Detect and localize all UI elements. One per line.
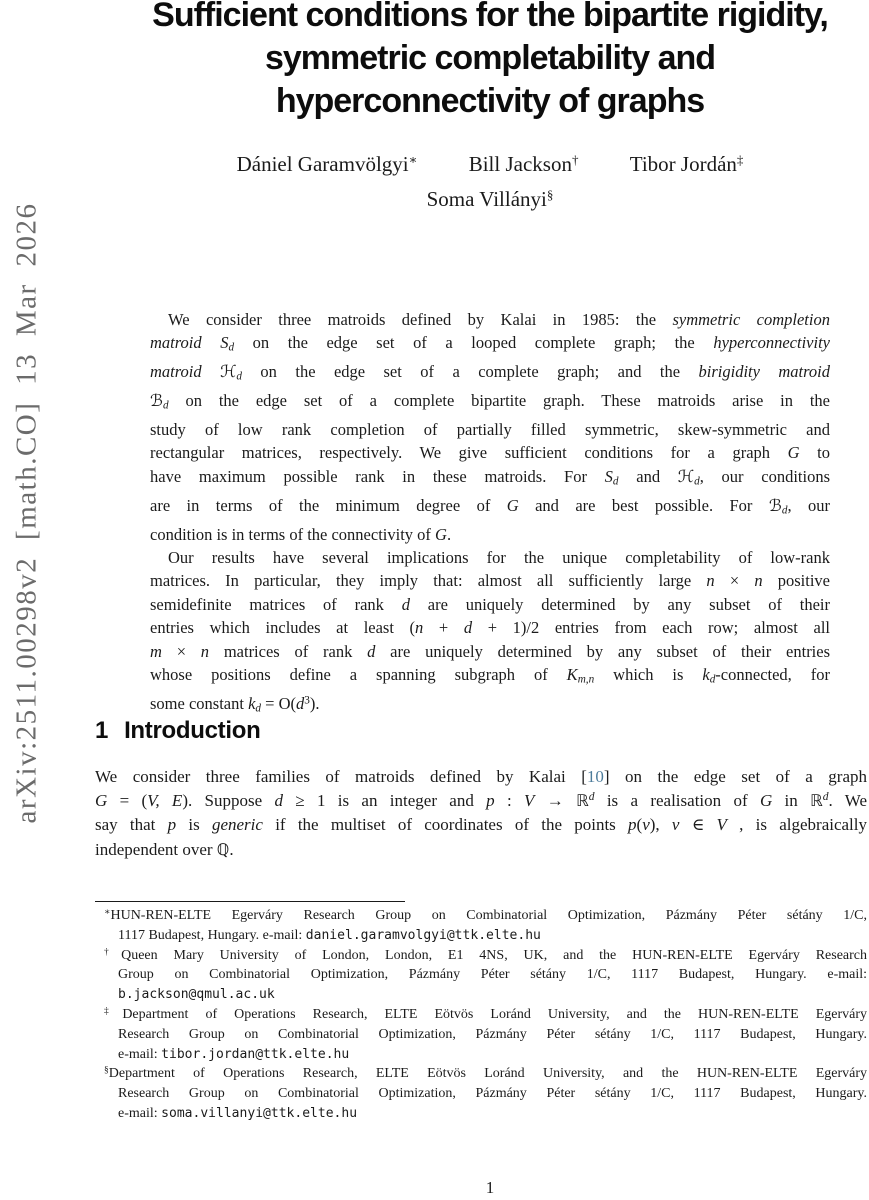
text-segment: v bbox=[642, 815, 650, 835]
text-line: Research Group on Combinatorial Optimization, Pázmány Péter sétány 1/C, 1117 Budapest, Hungary. bbox=[118, 1026, 867, 1042]
text-line: Group on Combinatorial Optimization, Pázmány Péter sétány 1/C, 1117 Budapest, Hungary. e-mail: bbox=[118, 967, 867, 983]
intro-paragraph bbox=[95, 765, 867, 862]
text-segment: d bbox=[162, 399, 169, 412]
text-segment: n bbox=[415, 618, 424, 638]
text-line: rectangular matrices, respectively. We give sufficient conditions for a graph G to bbox=[150, 443, 830, 463]
text-segment: d bbox=[228, 341, 235, 354]
text-segment: v bbox=[671, 815, 680, 835]
text-line: ‡Department of Operations Research, ELTE Eötvös Loránd University, and the HUN-REN-ELTE Egerváry bbox=[104, 1006, 867, 1022]
text-segment: d bbox=[401, 594, 410, 614]
text-segment: m bbox=[150, 641, 162, 661]
text-line: Research Group on Combinatorial Optimization, Pázmány Péter sétány 1/C, 1117 Budapest, Hungary. bbox=[118, 1086, 867, 1102]
footnote-1 bbox=[95, 906, 867, 946]
author-mark-section: § bbox=[546, 186, 554, 202]
text-segment: G bbox=[506, 495, 519, 515]
author-row-1 bbox=[110, 147, 869, 182]
text-line: say that p is generic if the multiset of coordinates of the points p(v), v ∈ V , is algebraically bbox=[95, 815, 868, 835]
text-line: 1117 Budapest, Hungary. e-mail: daniel.garamvolgyi@ttk.elte.hu bbox=[118, 927, 541, 943]
text-segment: d bbox=[709, 673, 716, 686]
author-jordan bbox=[630, 147, 744, 182]
text-line: §Department of Operations Research, ELTE Eötvös Loránd University, and the HUN-REN-ELTE Egerváry bbox=[104, 1065, 867, 1082]
text-line: semidefinite matrices of rank d are uniquely determined by any subset of their bbox=[150, 594, 830, 614]
text-segment: k bbox=[702, 664, 710, 684]
text-segment: d bbox=[822, 790, 829, 804]
author-mark-double-dagger: ‡ bbox=[736, 151, 744, 167]
email-text: tibor.jordan@ttk.elte.hu bbox=[161, 1046, 350, 1062]
author-name: Bill Jackson bbox=[468, 152, 572, 176]
email-text: daniel.garamvolgyi@ttk.elte.hu bbox=[305, 927, 541, 943]
text-segment: K bbox=[566, 664, 578, 684]
text-segment: symmetric completion bbox=[672, 310, 830, 329]
abstract bbox=[150, 308, 830, 721]
text-segment: birigidity matroid bbox=[698, 362, 831, 382]
text-segment: k bbox=[248, 693, 256, 713]
section-heading bbox=[95, 716, 260, 746]
text-segment: d bbox=[367, 641, 376, 661]
text-segment: generic bbox=[211, 815, 263, 835]
email-text: b.jackson@qmul.ac.uk bbox=[118, 987, 275, 1003]
text-segment: d bbox=[236, 370, 242, 383]
text-segment: ℚ bbox=[216, 839, 230, 859]
author-garamvolgyi bbox=[237, 147, 418, 182]
text-segment: p bbox=[167, 815, 177, 835]
text-segment: ℝ bbox=[810, 791, 823, 811]
author-mark-dagger: † bbox=[571, 151, 579, 167]
text-segment: d bbox=[255, 702, 262, 715]
text-segment: ℝ bbox=[576, 791, 589, 811]
text-line: We consider three matroids defined by Kalai in 1985: the symmetric completion bbox=[168, 310, 830, 329]
author-name: Dániel Garamvölgyi bbox=[236, 152, 409, 176]
abstract-paragraph-1 bbox=[150, 308, 830, 546]
text-line: We consider three families of matroids defined by Kalai [10] on the edge set of a graph bbox=[95, 767, 867, 786]
text-segment: S bbox=[604, 466, 613, 486]
footnote-2 bbox=[95, 946, 867, 1005]
text-segment: n bbox=[200, 641, 210, 661]
title-line-2: symmetric completability and bbox=[264, 39, 716, 77]
text-line: Our results have several implications for the unique completability of low-rank bbox=[168, 547, 830, 567]
text-segment: matroid bbox=[150, 333, 221, 353]
section-number: 1 bbox=[95, 717, 109, 744]
author-name: Soma Villányi bbox=[426, 187, 547, 211]
text-segment: d bbox=[588, 790, 595, 804]
abstract-paragraph-2 bbox=[150, 546, 830, 721]
text-segment: d bbox=[694, 475, 700, 488]
text-segment: ℋ bbox=[220, 362, 237, 382]
text-segment: p bbox=[628, 815, 637, 835]
text-line: G = (V, E). Suppose d ≥ 1 is an integer and p : V → ℝ$^d$ is a realisation of G in ℝ$^d$. We bbox=[95, 790, 868, 811]
page-number: 1 bbox=[485, 1178, 495, 1197]
text-line: condition is in terms of the connectivity of G. bbox=[150, 524, 452, 544]
text-segment: d bbox=[781, 504, 788, 517]
text-segment: S bbox=[220, 333, 229, 353]
text-segment: G bbox=[759, 791, 773, 811]
author-block bbox=[110, 147, 869, 217]
author-name: Tibor Jordán bbox=[629, 152, 737, 176]
text-line: whose positions define a spanning subgraph of Km,n which is kd-connected, for bbox=[150, 664, 830, 686]
author-mark-asterisk: ∗ bbox=[408, 151, 418, 167]
footnotes bbox=[95, 906, 867, 1124]
text-line: matrices. In particular, they imply that: almost all sufficiently large n × n positive bbox=[150, 571, 830, 591]
text-line: m × n matrices of rank d are uniquely determined by any subset of their entries bbox=[150, 641, 831, 661]
text-line bbox=[118, 985, 867, 1005]
text-segment: ‡ bbox=[104, 1006, 123, 1017]
text-segment: V, E bbox=[147, 791, 183, 811]
text-segment: § bbox=[104, 1065, 109, 1076]
text-segment: ℬ bbox=[768, 495, 782, 515]
text-line: ∗HUN-REN-ELTE Egerváry Research Group on Combinatorial Optimization, Pázmány Péter sétány 1/C, bbox=[104, 907, 867, 923]
text-line: some constant kd = $O(d^3)$. bbox=[150, 693, 320, 715]
text-segment: hyperconnectivity bbox=[713, 333, 830, 353]
text-line: are in terms of the minimum degree of G and are best possible. For ℬd, our bbox=[150, 495, 830, 517]
text-segment: n bbox=[706, 571, 715, 591]
text-line: independent over ℚ. bbox=[95, 839, 234, 859]
text-segment: † bbox=[104, 946, 122, 957]
section-title: Introduction bbox=[124, 717, 261, 744]
text-segment: 3 bbox=[304, 694, 310, 707]
author-jackson bbox=[469, 147, 579, 182]
footnote-3 bbox=[95, 1005, 867, 1064]
text-segment: d bbox=[612, 475, 619, 488]
text-line: matroid ℋd on the edge set of a complete graph; and the birigidity matroid bbox=[150, 362, 831, 383]
text-line: †Queen Mary University of London, London, E1 4NS, UK, and the HUN-REN-ELTE Egerváry Research bbox=[104, 946, 867, 963]
text-line: ℬd on the edge set of a complete bipartite graph. These matroids arise in the bbox=[150, 391, 830, 412]
text-line: e-mail: soma.villanyi@ttk.elte.hu bbox=[118, 1105, 358, 1121]
footnote-rule bbox=[95, 901, 405, 902]
text-segment: ∗ bbox=[104, 907, 111, 918]
text-line: study of low rank completion of partially filled symmetric, skew-symmetric and bbox=[150, 419, 830, 439]
email-text: soma.villanyi@ttk.elte.hu bbox=[161, 1105, 358, 1121]
text-line: matroid Sd on the edge set of a looped complete graph; the hyperconnectivity bbox=[150, 333, 830, 354]
footnote-4 bbox=[95, 1064, 867, 1123]
text-segment: p bbox=[486, 791, 495, 811]
paper-title bbox=[110, 0, 869, 123]
text-segment: m,n bbox=[577, 673, 595, 686]
text-segment: d bbox=[463, 618, 473, 638]
text-segment: d bbox=[274, 791, 283, 811]
text-segment: matroid bbox=[150, 362, 221, 382]
citation-link[interactable]: 10 bbox=[586, 767, 604, 786]
text-line: have maximum possible rank in these matroids. For Sd and ℋd, our conditions bbox=[150, 466, 830, 488]
text-segment: V bbox=[716, 815, 727, 835]
title-line-3: hyperconnectivity of graphs bbox=[275, 82, 705, 120]
title-line-1: Sufficient conditions for the bipartite rigidity, bbox=[152, 0, 828, 34]
text-segment: G bbox=[787, 443, 800, 463]
text-line: e-mail: tibor.jordan@ttk.elte.hu bbox=[118, 1046, 350, 1062]
text-segment: V bbox=[524, 791, 535, 811]
text-segment: d bbox=[295, 693, 305, 713]
text-segment: G bbox=[95, 791, 108, 811]
text-segment: ℬ bbox=[150, 391, 163, 411]
text-line: entries which includes at least (n + d + 1)/2 entries from each row; almost all bbox=[150, 618, 830, 638]
text-segment: ℋ bbox=[677, 466, 695, 486]
author-row-2 bbox=[110, 182, 869, 217]
arxiv-watermark: arXiv:2511.00298v2 [math.CO] 13 Mar 2026 bbox=[10, 202, 43, 824]
author-villanyi bbox=[427, 182, 554, 217]
text-segment: G bbox=[435, 524, 447, 544]
text-segment: n bbox=[754, 571, 763, 591]
